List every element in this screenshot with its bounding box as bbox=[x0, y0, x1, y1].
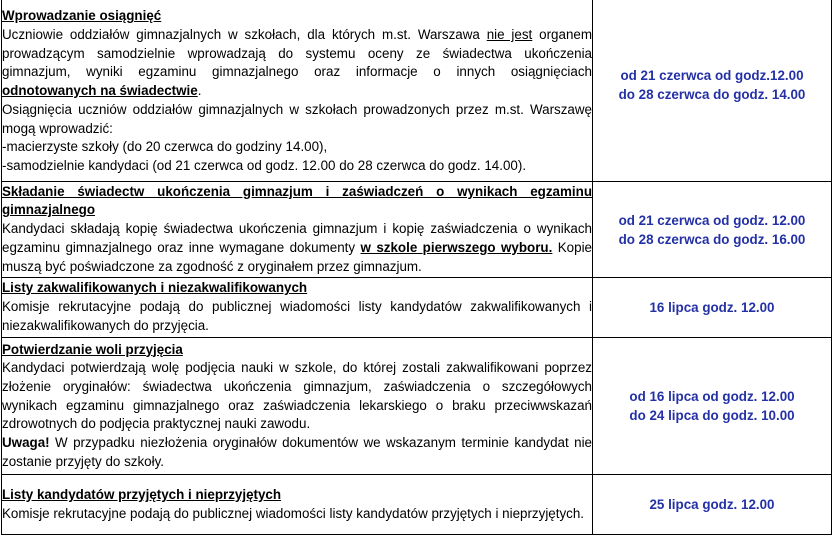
row-description bbox=[2, 338, 593, 475]
text-segment: Uczniowie oddziałów gimnazjalnych w szkołach, dla których m.st. Warszawa bbox=[2, 27, 487, 43]
paragraph: -macierzyste szkoły (do 20 czerwca do godziny 14.00), bbox=[2, 139, 328, 155]
text-segment: organem prowadzącym samodzielnie wprowadzają do systemu oceny ze świadectwa ukończenia gimnazjum, wyniki egzaminu gimnazjalnego oraz informacje o innych osiągnięciach bbox=[2, 27, 592, 80]
row-date bbox=[593, 182, 832, 278]
table-row bbox=[2, 338, 832, 475]
row-date bbox=[593, 338, 832, 475]
row-date bbox=[593, 0, 832, 182]
paragraph: Komisje rekrutacyjne podają do publicznej wiadomości listy kandydatów przyjętych i nieprzyjętych. bbox=[2, 505, 585, 521]
paragraph: Osiągnięcia uczniów oddziałów gimnazjalnych w szkołach prowadzonych przez m.st. Warszawę mogą wprowadzić: bbox=[2, 101, 592, 136]
row-title: Składanie świadectw ukończenia gimnazjum i zaświadczeń o wynikach egzaminu gimnazjalnego bbox=[2, 183, 592, 218]
paragraph: Komisje rekrutacyjne podają do publicznej wiadomości listy kandydatów zakwalifikowanych i niezakwalifikowanych do przyjęcia. bbox=[2, 299, 592, 333]
row-title: Potwierdzanie woli przyjęcia bbox=[2, 341, 183, 357]
schedule-table bbox=[1, 0, 832, 535]
text-segment: Kopie muszą być poświadczone za zgodność z oryginałem przez gimnazjum. bbox=[2, 239, 593, 274]
row-date bbox=[593, 475, 832, 535]
date-line: od 21 czerwca od godz. 12.00 bbox=[618, 212, 806, 228]
table-row bbox=[2, 278, 832, 338]
row-description bbox=[2, 475, 593, 535]
date-line: do 28 czerwca do godz. 14.00 bbox=[618, 87, 806, 102]
text-bold-underlined: odnotowanych na świadectwie bbox=[2, 83, 198, 99]
text-segment: Kandydaci składają kopię świadectwa ukończenia gimnazjum i kopię zaświadczenia o wynikach egzaminu gimnazjalnego oraz inne wymagane dokumenty bbox=[2, 221, 592, 255]
row-description bbox=[2, 0, 593, 182]
row-description bbox=[2, 278, 593, 338]
date-line: 25 lipca godz. 12.00 bbox=[649, 497, 775, 512]
row-title: Listy zakwalifikowanych i niezakwalifikowanych bbox=[2, 280, 308, 296]
date-line: do 24 lipca do godz. 10.00 bbox=[629, 408, 795, 423]
text-underlined: nie jest bbox=[486, 27, 533, 43]
text-bold-underlined: w szkole pierwszego wyboru. bbox=[360, 239, 553, 255]
date-line: od 21 czerwca od godz.12.00 bbox=[620, 68, 804, 83]
row-date bbox=[593, 278, 832, 338]
date-line: od 16 lipca od godz. 12.00 bbox=[629, 389, 795, 404]
text-segment: W przypadku niezłożenia oryginałów dokumentów we wskazanym terminie kandydat nie zostanie przyjęty do szkoły. bbox=[2, 435, 592, 469]
row-title: Wprowadzanie osiągnięć bbox=[2, 8, 162, 24]
paragraph: Kandydaci potwierdzają wolę podjęcia nauki w szkole, do której zostali zakwalifikowani poprzez złożenie oryginałów: świadectwa ukończenia gimnazjum, zaświadczenia o szczegółowych wynikach egzaminu gimnazjalnego oraz zaświadczenia lekarskiego o braku przeciwwskazań zdrowotnych do podjęcia praktycznej nauki zawodu. bbox=[2, 360, 592, 432]
paragraph: -samodzielnie kandydaci (od 21 czerwca od godz. 12.00 do 28 czerwca do godz. 14.00). bbox=[2, 157, 527, 173]
text-segment: . bbox=[197, 83, 202, 99]
table-row bbox=[2, 475, 832, 535]
row-title: Listy kandydatów przyjętych i nieprzyjętych bbox=[2, 486, 282, 502]
table-row bbox=[2, 0, 832, 182]
row-description bbox=[2, 182, 593, 278]
date-line: do 28 czerwca do godz. 16.00 bbox=[618, 231, 806, 247]
warning-label: Uwaga! bbox=[2, 435, 50, 451]
date-line: 16 lipca godz. 12.00 bbox=[649, 300, 775, 315]
table-row bbox=[2, 182, 832, 278]
